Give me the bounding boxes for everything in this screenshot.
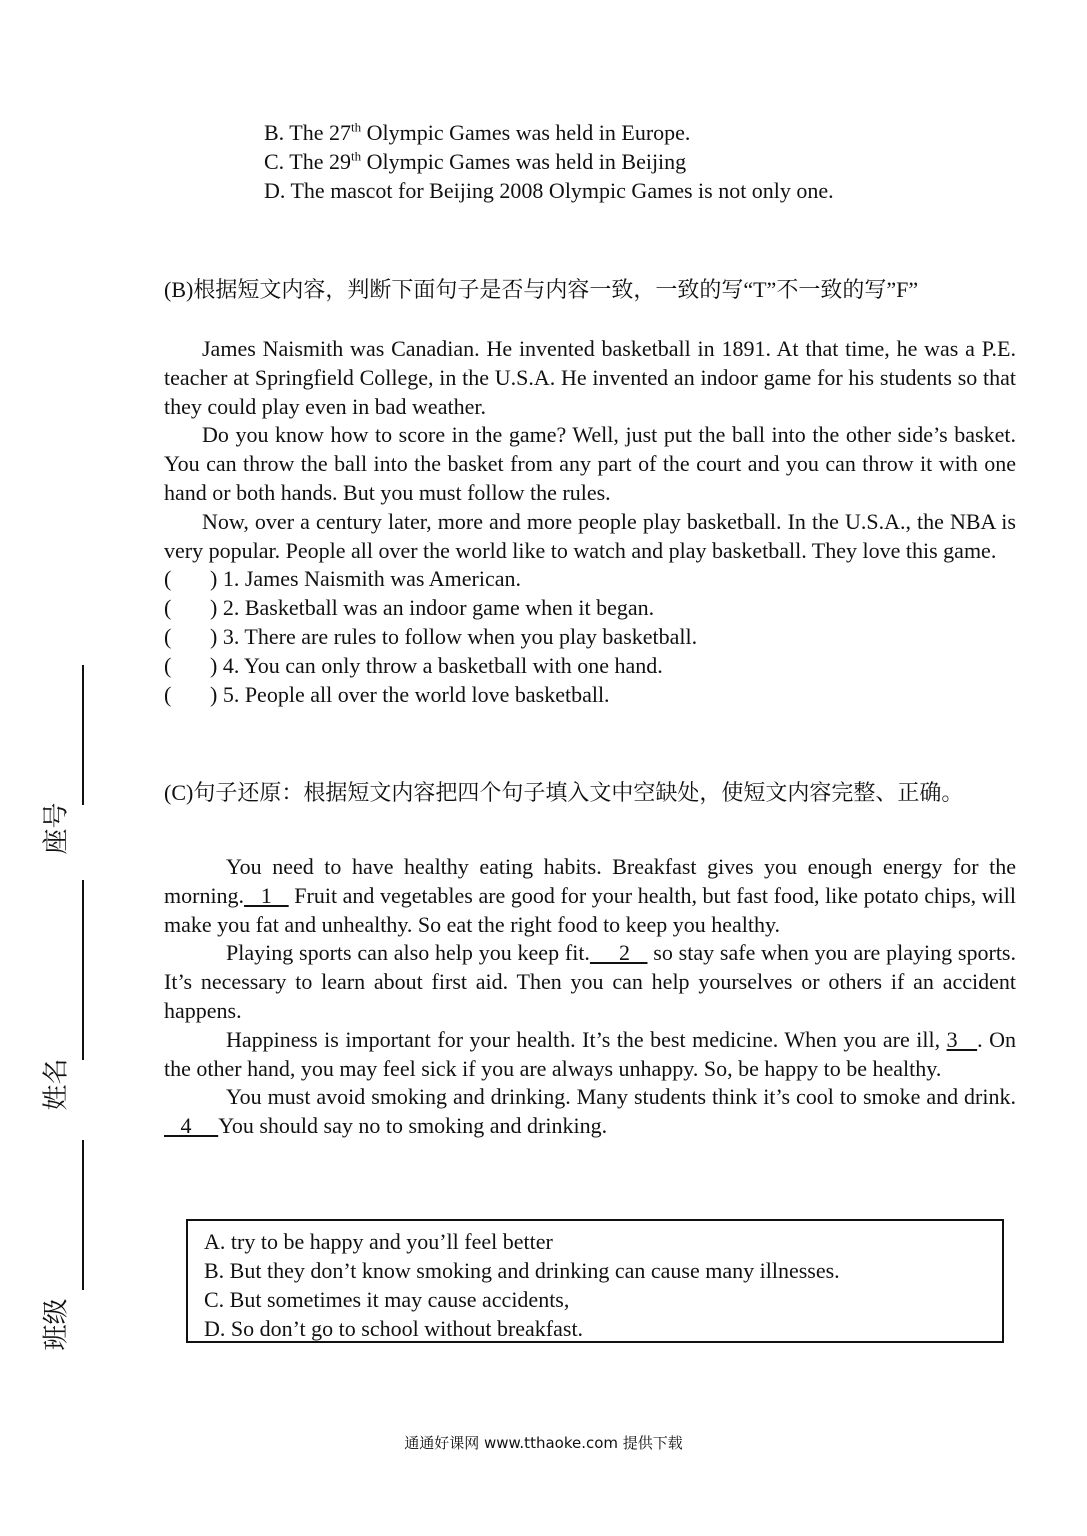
answer-options bbox=[264, 118, 834, 205]
passage-c-paragraph-1: You need to have healthy eating habits. Breakfast gives you enough energy for the morning. 1 Fruit and vegetables are good for your health, but fast food, like potato chips, will make you fat and unhealthy. So eat the right food to keep you healthy. bbox=[164, 854, 1017, 937]
seat-line bbox=[82, 665, 84, 805]
choice-c: C. But sometimes it may cause accidents, bbox=[204, 1287, 570, 1312]
blank-4[interactable]: 4 bbox=[164, 1113, 219, 1139]
choice-a: A. try to be happy and you’ll feel better bbox=[204, 1229, 553, 1254]
passage-c-paragraph-2: Playing sports can also help you keep fit. 2 so stay safe when you are playing sports. It’s necessary to learn about first aid. Then you can help yourselves or others if an accident happens. bbox=[164, 940, 1016, 1023]
section-b-passage bbox=[164, 335, 1016, 709]
footer-text: 通通好课网 www.tthaoke.com 提供下载 bbox=[404, 1434, 683, 1452]
tf-item-1: ( ) 1. James Naismith was American. bbox=[164, 566, 521, 592]
choice-d: D. So don’t go to school without breakfast. bbox=[204, 1316, 584, 1341]
blank-1[interactable]: 1 bbox=[244, 882, 289, 908]
option-c: C. The 29th Olympic Games was held in Beijing bbox=[264, 148, 687, 174]
passage-b-paragraph-3: Now, over a century later, more and more people play basketball. In the U.S.A., the NBA is very popular. People all over the world like to watch and play basketball. They love this game. bbox=[164, 508, 1016, 563]
passage-b-paragraph-2: Do you know how to score in the game? Well, just put the ball into the other side’s basket. You can throw the ball into the basket from any part of the court and you can throw it with one hand or both hands. But you must follow the rules. bbox=[164, 422, 1016, 505]
name-label: 姓名 bbox=[41, 1058, 72, 1111]
tf-item-3: ( ) 3. There are rules to follow when you play basketball. bbox=[164, 623, 698, 649]
passage-b-paragraph-1: James Naismith was Canadian. He invented basketball in 1891. At that time, he was a P.E. teacher at Springfield College, in the U.S.A. He invented an indoor game for his students so that they could play even in bad weather. bbox=[164, 336, 1016, 419]
section-c-heading: (C)句子还原：根据短文内容把四个句子填入文中空缺处，使短文内容完整、正确。 bbox=[164, 780, 964, 806]
tf-item-4: ( ) 4. You can only throw a basketball with one hand. bbox=[164, 652, 663, 678]
tf-item-5: ( ) 5. People all over the world love basketball. bbox=[164, 681, 610, 707]
passage-c-paragraph-4: You must avoid smoking and drinking. Many students think it’s cool to smoke and drink. 4 You should say no to smoking and drinking. bbox=[164, 1084, 1016, 1139]
section-c-passage bbox=[164, 853, 1016, 1141]
tf-item-2: ( ) 2. Basketball was an indoor game when it began. bbox=[164, 595, 655, 621]
class-line bbox=[82, 1140, 84, 1290]
seat-label: 座号 bbox=[41, 802, 72, 855]
option-d: D. The mascot for Beijing 2008 Olympic Games is not only one. bbox=[264, 178, 834, 203]
class-label: 班级 bbox=[41, 1298, 72, 1351]
blank-2[interactable]: 2 bbox=[589, 940, 648, 966]
section-b-heading: (B)根据短文内容，判断下面句子是否与内容一致，一致的写“T”不一致的写”F” bbox=[164, 277, 919, 303]
option-b: B. The 27th Olympic Games was held in Europe. bbox=[264, 119, 691, 145]
blank-3[interactable]: 3 bbox=[946, 1026, 978, 1052]
choice-b: B. But they don’t know smoking and drinking can cause many illnesses. bbox=[204, 1258, 840, 1283]
name-line bbox=[82, 880, 84, 1060]
sentence-choices-box bbox=[186, 1219, 1004, 1343]
passage-c-paragraph-3: Happiness is important for your health. It’s the best medicine. When you are ill, 3 . On the other hand, you may feel sick if you are always unhappy. So, be happy to be healthy. bbox=[164, 1026, 1017, 1081]
